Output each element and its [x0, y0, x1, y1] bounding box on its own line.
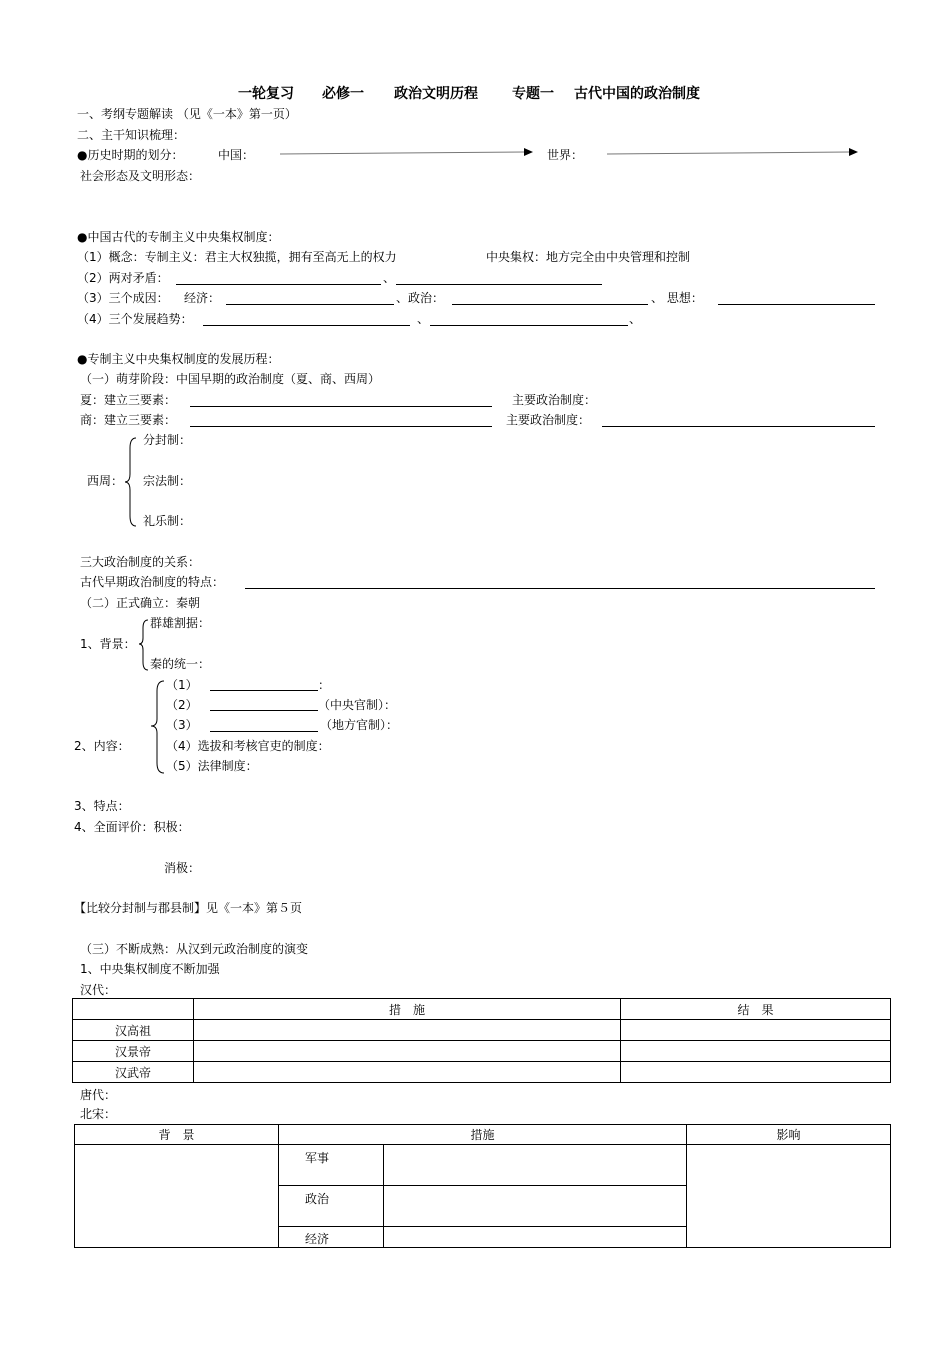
title-part5: 古代中国的政治制度	[574, 86, 700, 102]
background-label: 1、背景：	[80, 637, 136, 651]
causes-econ: 经济：	[184, 291, 221, 305]
autocracy-concept: （1）概念：专制主义：君主大权独揽，拥有至高无上的权力	[77, 250, 397, 264]
han-cell-result[interactable]	[621, 1041, 891, 1062]
contradiction-blank-2[interactable]	[396, 284, 602, 285]
song-row-economy: 经济	[279, 1227, 384, 1248]
han-header-blank	[73, 999, 194, 1020]
han-cell-measure[interactable]	[194, 1041, 621, 1062]
xizhou-label: 西周：	[87, 474, 124, 488]
features-label: 古代早期政治制度的特点：	[80, 575, 225, 589]
content-item-1: （1）	[166, 678, 198, 692]
background-item-1: 群雄割据：	[150, 616, 211, 630]
content-item-2: （2）	[166, 698, 198, 712]
shang-label: 商：建立三要素：	[80, 413, 177, 427]
content-item-2-blank[interactable]	[210, 710, 318, 711]
trends-blank-2[interactable]	[430, 325, 628, 326]
han-row-emperor: 汉景帝	[73, 1041, 194, 1062]
zongfa-label: 宗法制：	[143, 474, 192, 488]
stage-3-point-1: 1、中央集权制度不断加强	[80, 962, 220, 976]
content-item-3-blank[interactable]	[210, 731, 318, 732]
stage-1: （一）萌芽阶段：中国早期的政治制度（夏、商、西周）	[80, 372, 381, 386]
section-2: 二、主干知识梳理：	[77, 128, 186, 142]
periods-label: ●历史时期的划分：	[77, 148, 184, 162]
causes-label: （3）三个成因：	[77, 291, 169, 305]
background-brace	[138, 618, 150, 672]
title-part1: 一轮复习	[238, 86, 294, 102]
evaluation-label: 4、全面评价：积极：	[74, 820, 190, 834]
trait-label: 3、特点：	[74, 799, 130, 813]
han-cell-result[interactable]	[621, 1020, 891, 1041]
song-row-politics: 政治	[279, 1186, 384, 1227]
content-item-3: （3）	[166, 718, 198, 732]
section-1: 一、考纲专题解读 （见《一本》第一页）	[77, 107, 297, 121]
content-item-3-tail: （地方官制）：	[320, 718, 399, 732]
song-cell-measure[interactable]	[384, 1145, 687, 1186]
content-brace	[150, 679, 166, 775]
liyue-label: 礼乐制：	[143, 514, 192, 528]
autocracy-concept-2: 中央集权：地方完全由中央管理和控制	[486, 250, 691, 264]
content-item-1-blank[interactable]	[210, 690, 318, 691]
han-header-measures: 措 施	[194, 999, 621, 1020]
song-label: 北宋：	[80, 1107, 117, 1121]
xia-label: 夏：建立三要素：	[80, 393, 177, 407]
china-arrow	[280, 148, 535, 158]
song-header-background: 背 景	[75, 1125, 279, 1145]
tang-label: 唐代：	[80, 1088, 117, 1102]
causes-thought: 、 思想：	[651, 291, 703, 305]
trends-blank-1[interactable]	[203, 325, 410, 326]
content-item-5: （5）法律制度：	[166, 759, 258, 773]
han-table	[72, 998, 891, 1083]
xizhou-brace	[124, 436, 138, 528]
content-item-4: （4）选拔和考核官吏的制度：	[166, 739, 330, 753]
causes-thought-blank[interactable]	[718, 304, 875, 305]
shang-blank[interactable]	[190, 426, 492, 427]
song-cell-impact[interactable]	[687, 1145, 891, 1248]
compare-note: 【比较分封制与郡县制】见《一本》第５页	[74, 901, 303, 915]
causes-econ-blank[interactable]	[226, 304, 394, 305]
han-cell-measure[interactable]	[194, 1062, 621, 1083]
causes-politics: 、政治：	[396, 291, 445, 305]
song-header-impact: 影响	[687, 1125, 891, 1145]
periods-world: 世界：	[547, 148, 584, 162]
han-label: 汉代：	[80, 983, 117, 997]
title-part3: 政治文明历程	[394, 86, 478, 102]
causes-politics-blank[interactable]	[452, 304, 648, 305]
contradiction-label: （2）两对矛盾：	[77, 271, 169, 285]
stage-3: （三）不断成熟：从汉到元政治制度的演变	[80, 942, 309, 956]
title-part2: 必修一	[322, 86, 364, 102]
content-label: 2、内容：	[74, 739, 130, 753]
song-header-measures: 措施	[279, 1125, 687, 1145]
content-item-1-tail: ：	[318, 678, 331, 692]
content-item-2-tail: （中央官制）：	[318, 698, 397, 712]
shang-main-blank[interactable]	[602, 426, 875, 427]
trends-label: （4）三个发展趋势：	[77, 312, 193, 326]
world-arrow	[607, 148, 859, 158]
xia-main: 主要政治制度：	[512, 393, 597, 407]
negative-label: 消极：	[164, 861, 201, 875]
song-cell-measure[interactable]	[384, 1227, 687, 1248]
background-item-2: 秦的统一：	[150, 657, 211, 671]
autocracy-heading: ●中国古代的专制主义中央集权制度：	[77, 230, 280, 244]
song-row-military: 军事	[279, 1145, 384, 1186]
han-row-emperor: 汉武帝	[73, 1062, 194, 1083]
development-heading: ●专制主义中央集权制度的发展历程：	[77, 352, 280, 366]
han-cell-measure[interactable]	[194, 1020, 621, 1041]
song-cell-measure[interactable]	[384, 1186, 687, 1227]
shang-main: 主要政治制度：	[506, 413, 591, 427]
contradiction-sep: 、	[383, 271, 396, 285]
xia-blank[interactable]	[190, 406, 492, 407]
features-blank[interactable]	[245, 588, 875, 589]
title-part4: 专题一	[512, 86, 554, 102]
trends-sep-1: 、	[417, 312, 430, 326]
social-forms: 社会形态及文明形态：	[80, 169, 201, 183]
han-row-emperor: 汉高祖	[73, 1020, 194, 1041]
song-table	[74, 1124, 891, 1248]
han-header-results: 结 果	[621, 999, 891, 1020]
stage-2: （二）正式确立：秦朝	[80, 596, 201, 610]
relation-label: 三大政治制度的关系：	[80, 555, 201, 569]
fenfeng-label: 分封制：	[143, 433, 192, 447]
han-cell-result[interactable]	[621, 1062, 891, 1083]
periods-china: 中国：	[218, 148, 255, 162]
contradiction-blank-1[interactable]	[176, 284, 381, 285]
song-cell-background[interactable]	[75, 1145, 279, 1248]
trends-sep-2: 、	[629, 312, 642, 326]
